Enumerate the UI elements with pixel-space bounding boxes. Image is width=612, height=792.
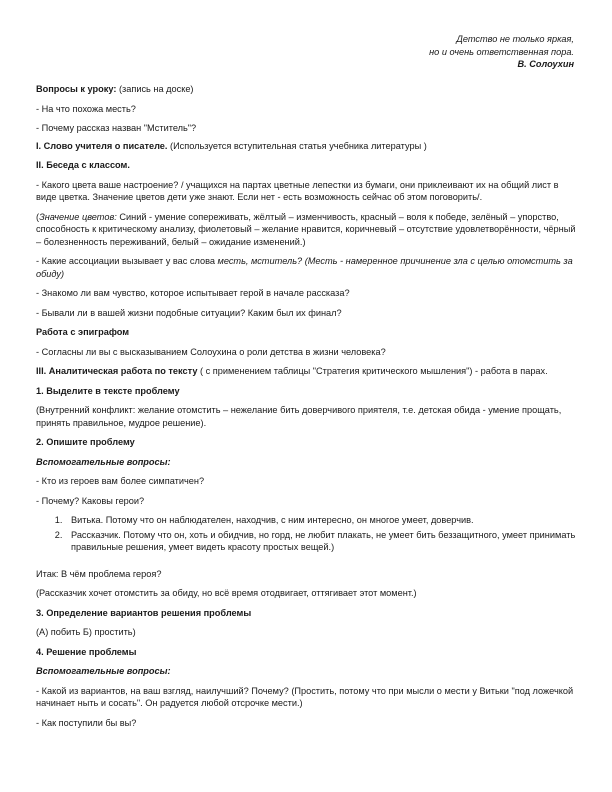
lesson-question-2: - Почему рассказ назван "Мститель"? [36,123,197,133]
step-4-aux-heading: Вспомогательные вопросы: [36,666,171,676]
section-3-note: ( с применением таблицы "Стратегия критического мышления") - работа в парах. [197,366,548,376]
step-4-heading: 4. Решение проблемы [36,646,137,657]
color-meanings-text: Синий - умение сопереживать, жёлтый – изменчивость, красный – воля к победе, зелёный – упорство, способность к критическому анализу, фиолетовый – желание нравится, коричневый – отсутствие удовлетворённости, чёрный – болезненность переживаний, белый – ожидание изменений.) [36,211,576,247]
epigraph-line-1: Детство не только яркая, [456,34,574,44]
color-meanings-label: Значение цветов: [39,211,117,222]
color-meanings [36,211,576,249]
problem-answer: (Рассказчик хочет отомстить за обиду, но всё время отодвигает, оттягивает этот момент.) [36,588,417,598]
lesson-questions-note: (запись на доске) [116,84,194,94]
step-3-text: (А) побить Б) простить) [36,627,136,637]
epigraph-line-2: но и очень ответственная пора. [429,46,574,57]
associations-italic: месть, мститель? (Месть - намеренное причинение зла с целью отомстить за обиду) [36,256,573,279]
section-2-heading: II. Беседа с классом. [36,160,130,170]
associations-question [36,255,576,280]
epigraph-work-heading: Работа с эпиграфом [36,327,130,337]
step-4-question-2: - Как поступили бы вы? [36,717,137,728]
section-3-heading: III. Аналитическая работа по тексту [36,366,198,376]
epigraph-author: В. Солоухин [517,59,574,69]
situations-question: - Бывали ли в вашей жизни подобные ситуации? Каким был их финал? [36,307,342,318]
step-2-answers [36,514,576,554]
section-1 [36,140,576,153]
associations-text: - Какие ассоциации вызывает у вас слова [36,256,218,266]
section-3 [36,365,576,378]
feeling-question: - Знакомо ли вам чувство, которое испытывает герой в начале рассказа? [36,288,350,298]
mood-color-question: - Какого цвета ваше настроение? / учащихся на партах цветные лепестки из бумаги, они приклеивают их на общий лист в виде цветка. Значение цветов дети уже знают. Если нет - есть возможность сейчас об этом поговорить/. [36,179,559,202]
list-item: 1. Витька. Потому что он наблюдателен, находчив, с ним интересно, он многое умеет, доверчив. [65,514,576,527]
section-1-note: (Используется вступительная статья учебника литературы ) [167,140,427,151]
lesson-content [36,83,576,736]
lesson-questions-title: Вопросы к уроку: [36,84,117,94]
step-1-heading: 1. Выделите в тексте проблему [36,385,180,396]
lesson-questions-heading [36,83,576,96]
step-2-question-1: - Кто из героев вам более симпатичен? [36,476,205,486]
lesson-question-1: - На что похожа месть? [36,103,136,114]
epigraph-work-question: - Согласны ли вы с высказыванием Солоухина о роли детства в жизни человека? [36,346,386,357]
step-2-aux-heading: Вспомогательные вопросы: [36,456,171,467]
list-item: 2. Рассказчик. Потому что он, хоть и обидчив, но горд, не любит плакать, не умеет бить беззащитного, умеет принимать правильные решения, умеет видеть красоту простых вещей.) [65,529,576,554]
step-2-heading: 2. Опишите проблему [36,437,135,447]
step-3-heading: 3. Определение вариантов решения проблемы [36,607,252,618]
problem-question: Итак: В чём проблема героя? [36,568,162,579]
step-2-question-2: - Почему? Каковы герои? [36,495,145,506]
section-1-heading: I. Слово учителя о писателе. [36,140,168,151]
color-meanings-open: ( [36,211,40,222]
step-4-question-1: - Какой из вариантов, на ваш взгляд, наилучший? Почему? (Простить, потому что при мысли о мести у Витьки "под ложечкой начинает ныть и сосать". Он радуется любой отсрочке мести.) [36,685,574,708]
epigraph [429,33,574,71]
step-1-text: (Внутренний конфликт: желание отомстить – нежелание бить доверчивого приятеля, т.е. детская обида - умение прощать, принять правильное, мудрое решение). [36,405,562,428]
